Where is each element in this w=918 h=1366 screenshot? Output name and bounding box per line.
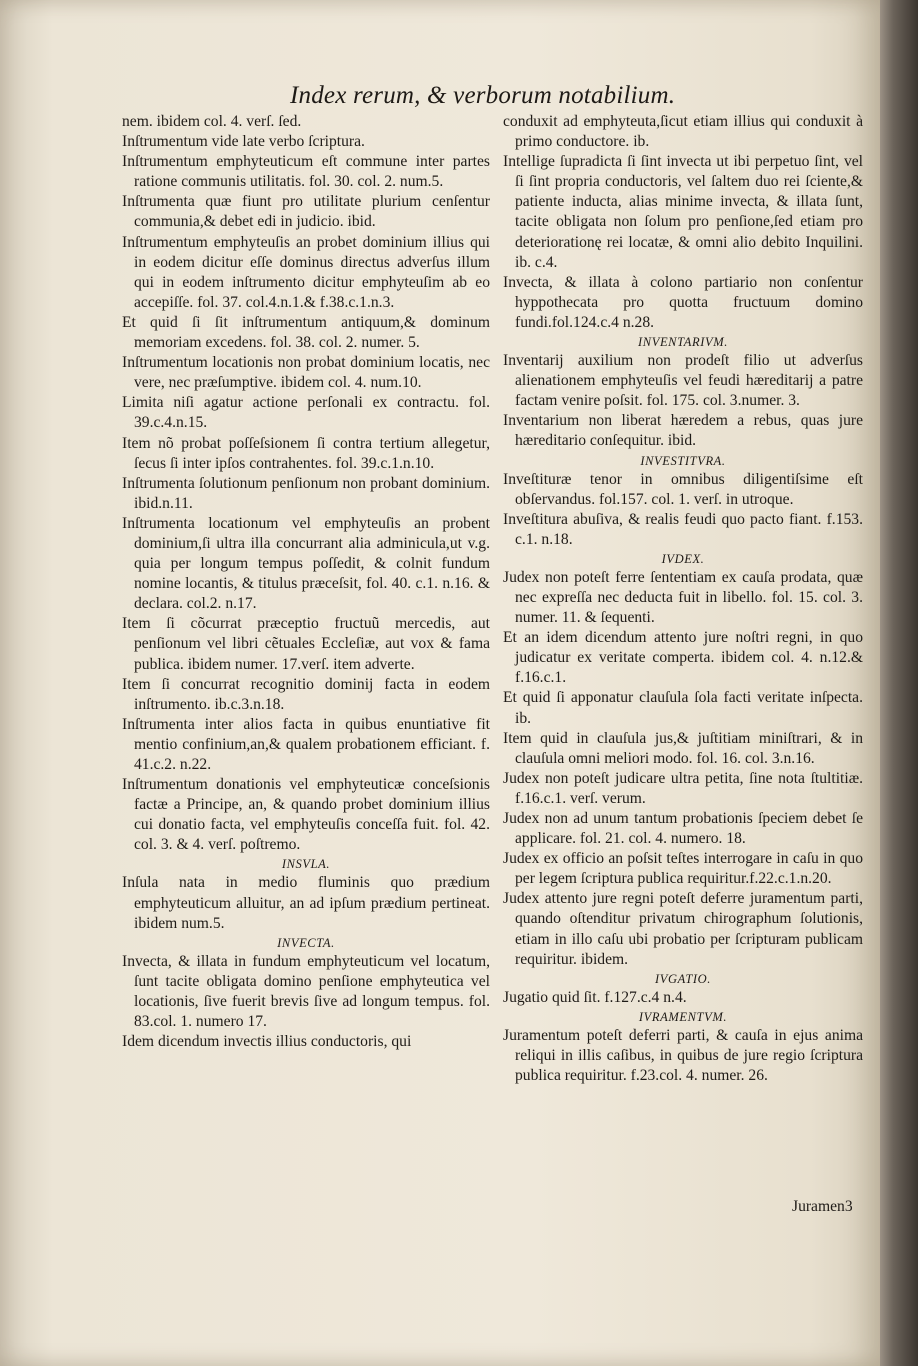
index-entry: Inveſtituræ tenor in omnibus diligentiſsime eſt obſervandus. fol.157. col. 1. verſ. in utroque. [503,470,863,508]
index-entry: Intellige ſupradicta ſi ſint invecta ut ibi perpetuo ſint, vel ſi ſint propria conductoris, vel ſaltem duo rei ſciente,& patiente inducta, alias minime invecta, & illata ſunt, tacite obligata non ſolum pro penſione,ſed etiam pro deteriorationę rei locatæ, & omni alio debito Inquilini. ib. c.4. [503,153,863,271]
index-entry: Juramentum poteſt deferri parti, & cauſa in ejus anima reliqui in illis caſibus, in quibus de jure regio ſcriptura publica requiritur. f.23.col. 4. numer. 26. [503,1026,863,1085]
index-entry: Jugatio quid ſit. f.127.c.4 n.4. [503,988,687,1006]
index-entry: Inſtrumentum emphyteuſis an probet dominium illius qui in eodem dicitur eſſe dominus directus adverſus illum qui in eodem inſtrumento dicitur emphyteuſim ab eo accepiſſe. fol. 37. col.4.n.1.& f.38.c.1.n.3. [122,233,490,311]
section-heading: IVDEX. [661,551,705,566]
running-head: Index rerum, & verborum notabilium. [290,82,676,109]
index-entry: Idem dicendum invectis illius conductoris, qui [122,1033,412,1051]
index-entry: Item ſi concurrat recognitio dominij facta in eodem inſtrumento. ib.c.3.n.18. [122,675,490,713]
index-entry: Inſtrumenta locationum vel emphyteuſis an probent dominium,ſi ultra illa concurrant alia adminicula,ut v.g. quia per longum tempus poſſedit, & colnit fundum nomine locantis, & titulus præceſsit, fol. 40. c.1. n.16. & declara. col.2. n.17. [122,514,490,613]
index-entry: Inſtrumenta ſolutionum penſionum non probant dominium. ibid.n.11. [122,474,490,512]
index-entry: Inſtrumentum vide late verbo ſcriptura. [122,133,365,151]
index-entry: Et an idem dicendum attento jure noſtri regni, in quo judicatur ex veritate comperta. ibidem col. 4. n.12.& f.16.c.1. [503,629,863,687]
book-spine [880,0,918,1366]
index-entry: Inſtrumenta inter alios facta in quibus enuntiative fit mentio confinium,an,& qualem probationem efficiant. f. 41.c.2. n.22. [122,715,490,773]
index-entry: Inſtrumentum donationis vel emphyteuticæ conceſsionis factæ a Principe, an, & quando probet dominium illius cui donatio facta, vel emphyteuſis conceſſa fuit. fol. 42. col. 3. & 4. verſ. poſtremo. [122,776,490,854]
section-heading: INVECTA. [277,935,335,950]
index-entry: Judex attento jure regni poteſt deferre juramentum parti, quando oſtenditur privatum chirographum ſolutionis, etiam in illo caſu ubi probatio per ſcripturam publicam requiritur. ibidem. [503,890,863,968]
index-entry: Et quid ſi apponatur clauſula ſola facti veritate inſpecta. ib. [503,689,863,727]
index-entry: Invecta, & illata in fundum emphyteuticum vel locatum, ſunt tacite obligata domino penſione emphyteutica vel locationis, ſive fuerit brevis ſive ad longum tempus. fol. 83.col. 1. numero 17. [122,952,490,1031]
index-entry: Judex non poteſt judicare ultra petita, ſine nota ſtultitiæ. f.16.c.1. verſ. verum. [503,769,863,807]
section-heading: IVGATIO. [654,971,712,986]
index-entry: Et quid ſi ſit inſtrumentum antiquum,& dominum memoriam excedens. fol. 38. col. 2. numer. 5. [122,313,490,352]
section-heading: IVRAMENTVM. [638,1009,728,1024]
index-entry: Inſtrumentum locationis non probat dominium locatis, nec vere, nec præſumptive. ibidem col. 4. num.10. [122,354,490,392]
section-heading: INVESTITVRA. [640,453,726,468]
index-entry: Judex non poteſt ferre ſententiam ex cauſa prodata, quæ nec expreſſa nec deducta fuit in libello. fol. 15. col. 3. numer. 11. & ſequenti. [503,568,863,627]
index-entry: Inventarij auxilium non prodeſt filio ut adverſus alienationem emphyteuſis vel feudi hæreditarij a patre factam venire poſsit. fol. 175. col. 3.numer. 3. [503,352,863,410]
index-entry: Inveſtitura abuſiva, & realis feudi quo pacto fiant. f.153. c.1. n.18. [503,510,863,548]
right-column [503,112,863,1086]
index-entry: Item ſi cõcurrat præceptio fructuũ mercedis, aut penſionum vel libri cẽtuales Eccleſiæ, aut vox & fama publica. ibidem numer. 17.verſ. item adverte. [122,615,490,673]
index-entry: Inſtrumenta quæ fiunt pro utilitate plurium cenſentur communia,& debet edi in judicio. ibid. [122,193,490,231]
index-entry: Judex non ad unum tantum probationis ſpeciem debet ſe applicare. fol. 21. col. 4. numero. 18. [503,810,863,848]
left-column [122,112,490,1052]
section-heading: INVENTARIVM. [638,335,728,350]
index-entry: Inſula nata in medio fluminis quo prædium emphyteuticum alluitur, an ad ipſum prædium pertineat. ibidem num.5. [122,874,490,932]
index-entry: Item nõ probat poſſeſsionem ſi contra tertium allegetur, ſecus ſi inter ipſos contrahentes. fol. 39.c.1.n.10. [122,434,490,472]
index-entry: Invecta, & illata à colono partiario non conſentur hyppothecata pro quotta fructuum domino fundi.fol.124.c.4 n.28. [503,273,863,331]
index-entry: conduxit ad emphyteuta,ſicut etiam illius qui conduxit à primo conductore. ib. [503,113,863,151]
index-entry: nem. ibidem col. 4. verſ. ſed. [122,113,302,130]
index-entry: Inventarium non liberat hæredem a rebus, quas jure hæreditario conſequitur. ibid. [503,412,863,450]
index-entry: Item quid in clauſula jus,& juſtitiam miniſtrari, & in clauſula omni meliori modo. fol. 16. col. 3.n.16. [503,729,863,767]
catchword: Juramen3 [792,1198,853,1215]
index-entry: Inſtrumentum emphyteuticum eſt commune inter partes ratione communis utilitatis. fol. 30. col. 2. num.5. [122,153,490,191]
index-entry: Judex ex officio an poſsit teſtes interrogare in caſu in quo per legem ſcriptura publica requiritur.f.22.c.1.n.20. [503,850,863,888]
index-entry: Limita niſi agatur actione perſonali ex contractu. fol. 39.c.4.n.15. [122,394,490,432]
section-heading: INSVLA. [281,857,331,872]
